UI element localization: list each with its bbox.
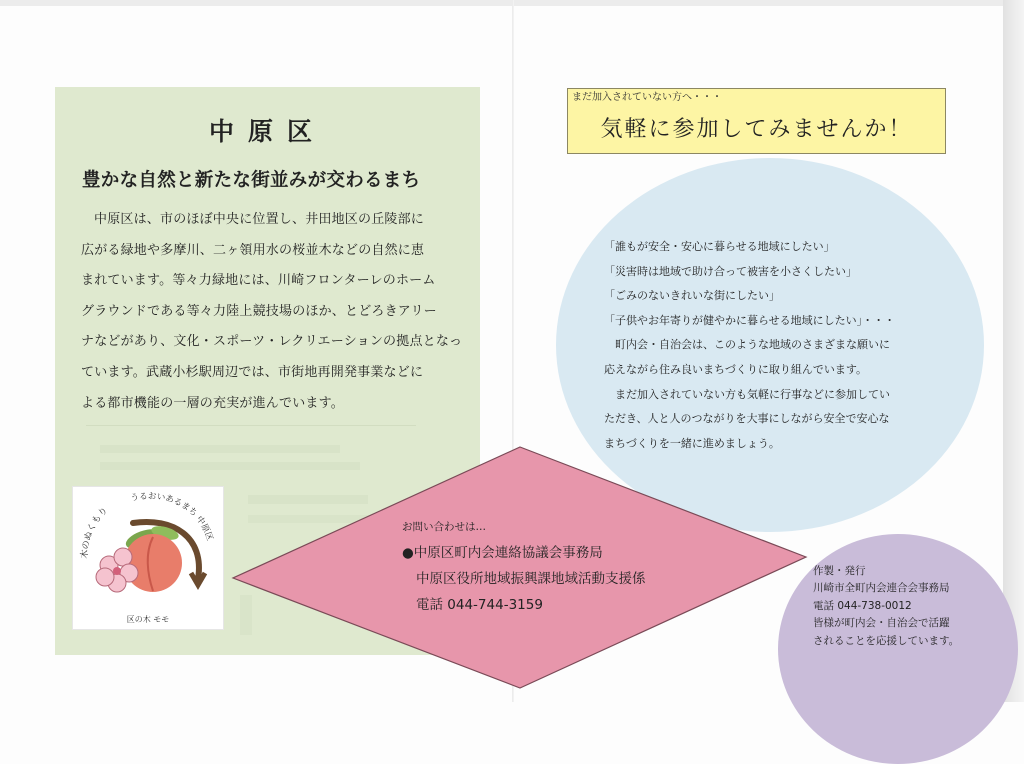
- description-line: ています。武蔵小杉駅周辺では、市街地再開発事業などに: [81, 364, 424, 380]
- message-line: まちづくりを一緒に進めましょう。: [604, 436, 780, 450]
- contact-department: 中原区役所地域振興課地域活動支援係: [416, 571, 646, 587]
- credits-line: 電話 044-738-0012: [813, 599, 912, 612]
- message-line: 応えながら住み良いまちづくりに取り組んでいます。: [604, 362, 868, 376]
- logo-arc-text-left: 木のぬくもり: [79, 505, 111, 560]
- message-line: 「ごみのないきれいな街にしたい」: [604, 289, 780, 303]
- message-line: まだ加入されていない方も気軽に行事などに参加してい: [604, 387, 890, 401]
- description-line: グラウンドである等々力陸上競技場のほか、とどろきアリー: [81, 303, 437, 319]
- message-line: 「災害時は地域で助け合って被害を小さくしたい」: [604, 264, 857, 278]
- contact-phone: 電話 044-744-3159: [416, 597, 543, 613]
- message-line: 町内会・自治会は、このような地域のさまざまな願いに: [604, 338, 890, 352]
- description-line: まれています。等々力緑地には、川崎フロンターレのホーム: [81, 273, 436, 289]
- description-line: よる都市機能の一層の充実が進んでいます。: [81, 395, 344, 411]
- contact-office: ●中原区町内会連絡協議会事務局: [402, 545, 603, 561]
- description-line: 広がる緑地や多摩川、二ヶ領用水の桜並木などの自然に恵: [81, 242, 425, 258]
- invite-header-small: まだ加入されていない方へ・・・: [572, 92, 722, 103]
- description-line: ナなどがあり、文化・スポーツ・レクリエーションの拠点となっ: [81, 334, 463, 350]
- ward-title: 中原区: [208, 117, 326, 146]
- credits-line: 皆様が町内会・自治会で活躍: [813, 617, 950, 630]
- contact-lead: お問い合わせは…: [402, 521, 486, 533]
- message-line: 「子供やお年寄りが健やかに暮らせる地域にしたい」・・・: [604, 313, 896, 327]
- logo-caption: 区の木 モモ: [126, 615, 170, 624]
- invite-header-big: 気軽に参加してみませんか！: [600, 117, 913, 142]
- ward-subtitle: 豊かな自然と新たな街並みが交わるまち: [82, 170, 421, 191]
- message-line: 「誰もが安全・安心に暮らせる地域にしたい」: [604, 240, 835, 253]
- message-line: ただき、人と人のつながりを大事にしながら安全で安心な: [604, 412, 890, 426]
- logo-arc-text-right: うるおいあるまち 中原区: [129, 491, 215, 543]
- credits-line: されることを応援しています。: [813, 634, 960, 647]
- credits-line: 川崎市全町内会連合会事務局: [813, 582, 950, 595]
- contact-info: [402, 519, 646, 618]
- credits-line: 作製・発行: [813, 565, 866, 577]
- description-line: 中原区は、市のほぼ中央に位置し、井田地区の丘陵部に: [94, 212, 425, 227]
